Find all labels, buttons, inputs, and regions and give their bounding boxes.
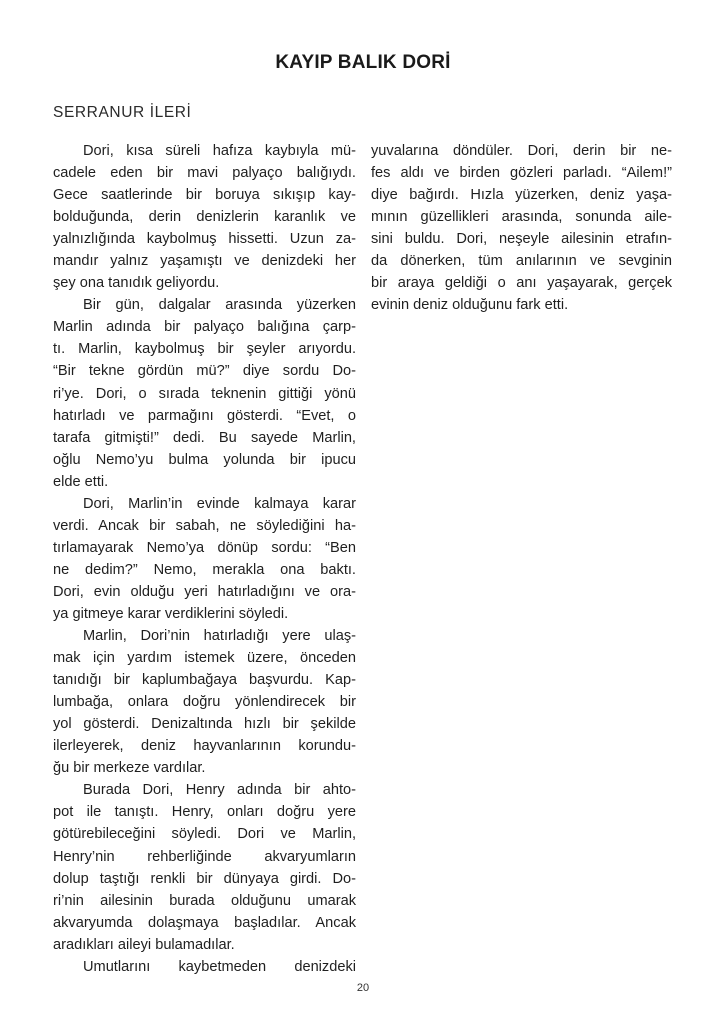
text-line: yalnızlığında kaybolmuş hissetti. Uzun za- xyxy=(53,231,356,248)
text-column-left xyxy=(53,140,356,978)
text-line: ne dedim?” Nemo, merakla ona baktı. xyxy=(53,561,356,578)
text-line: Marlin, Dori’nin hatırladığı yere ulaş- xyxy=(83,628,356,645)
text-line: sini buldu. Dori, neşeyle ailesinin etrafın- xyxy=(371,231,672,248)
text-line: ya gitmeye karar verdiklerini söyledi. xyxy=(53,605,289,622)
text-line: bir araya geldiği o anı yaşayarak, gerçek xyxy=(371,275,672,292)
text-line: da dönerken, tüm anılarının ve sevginin xyxy=(371,253,672,270)
text-line: aradıkları aileyi bulamadılar. xyxy=(53,936,235,953)
text-line: Dori, evin olduğu yeri hatırladığını ve ora- xyxy=(53,583,356,600)
text-line: mandır yalnız yaşamıştı ve denizdeki her xyxy=(53,253,356,270)
text-line: ri’ye. Dori, o sırada teknenin gittiği yönü xyxy=(53,385,356,402)
text-line: diye bağırdı. Hızla yüzerken, deniz yaşa- xyxy=(371,187,672,204)
text-line: pot ile tanıştı. Henry, onları doğru yere xyxy=(53,804,356,821)
text-line: Gece saatlerinde bir boruya sıkışıp kay- xyxy=(53,187,356,204)
text-line: fes aldı ve birden gözleri parladı. “Ailem!” xyxy=(371,165,672,182)
text-line: verdi. Ancak bir sabah, ne söylediğini ha- xyxy=(53,517,356,534)
text-line: mak için yardım istemek üzere, önceden xyxy=(53,650,356,667)
text-line: hatırladı ve parmağını gösterdi. “Evet, o xyxy=(53,407,356,424)
text-line: oğlu Nemo’yu bulma yolunda bir ipucu xyxy=(53,451,356,468)
text-line: dolup taştığı renkli bir dünyaya girdi. Do- xyxy=(53,870,356,887)
text-line: ğu bir merkeze vardılar. xyxy=(53,760,206,777)
text-line: ri’nin ailesinin burada olduğunu umarak xyxy=(53,892,356,909)
text-line: Umutlarını kaybetmeden denizdeki xyxy=(83,958,356,975)
page-number: 20 xyxy=(356,982,370,994)
text-line: Burada Dori, Henry adında bir ahto- xyxy=(83,782,356,799)
text-line: evinin deniz olduğunu fark etti. xyxy=(371,297,569,314)
author-name: SERRANUR İLERİ xyxy=(53,104,192,121)
text-line: akvaryumda dolaşmaya başladılar. Ancak xyxy=(53,914,356,931)
text-line: Bir gün, dalgalar arasında yüzerken xyxy=(83,297,356,314)
text-line: Henry’nin rehberliğinde akvaryumların xyxy=(53,848,356,865)
text-line: tırlamayarak Nemo’ya dönüp sordu: “Ben xyxy=(53,539,356,556)
text-line: yol gösterdi. Denizaltında hızlı bir şekilde xyxy=(53,716,356,733)
text-line: Marlin adında bir palyaço balığına çarp- xyxy=(53,319,356,336)
text-line: Dori, kısa süreli hafıza kaybıyla mü- xyxy=(83,143,356,159)
text-line: mının güzellikleri arasında, sonunda aile- xyxy=(371,209,672,226)
text-line: tarafa gitmişti!” dedi. Bu sayede Marlin, xyxy=(53,429,356,446)
text-line: lumbağa, onlara doğru yönlendirecek bir xyxy=(53,694,356,711)
text-line: cadele eden bir mavi palyaço balığıydı. xyxy=(53,165,356,182)
text-column-right xyxy=(371,140,672,316)
text-line: tı. Marlin, kaybolmuş bir şeyler arıyordu. xyxy=(53,341,356,358)
text-line: “Bir tekne gördün mü?” diye sordu Do- xyxy=(53,363,356,380)
text-line: götürebileceğini söyledi. Dori ve Marlin, xyxy=(53,826,356,843)
text-line: elde etti. xyxy=(53,473,109,490)
text-line: tanıdığı bir kaplumbağaya başvurdu. Kap- xyxy=(53,672,356,689)
text-line: Dori, Marlin’in evinde kalmaya karar xyxy=(83,495,356,512)
text-line: şey ona tanıdık geliyordu. xyxy=(53,275,220,292)
page-title: KAYIP BALIK DORİ xyxy=(275,52,451,73)
text-line: ilerleyerek, deniz hayvanlarının korundu- xyxy=(53,738,356,755)
text-line: yuvalarına döndüler. Dori, derin bir ne- xyxy=(371,143,672,159)
text-line: bolduğunda, derin denizlerin karanlık ve xyxy=(53,209,356,226)
